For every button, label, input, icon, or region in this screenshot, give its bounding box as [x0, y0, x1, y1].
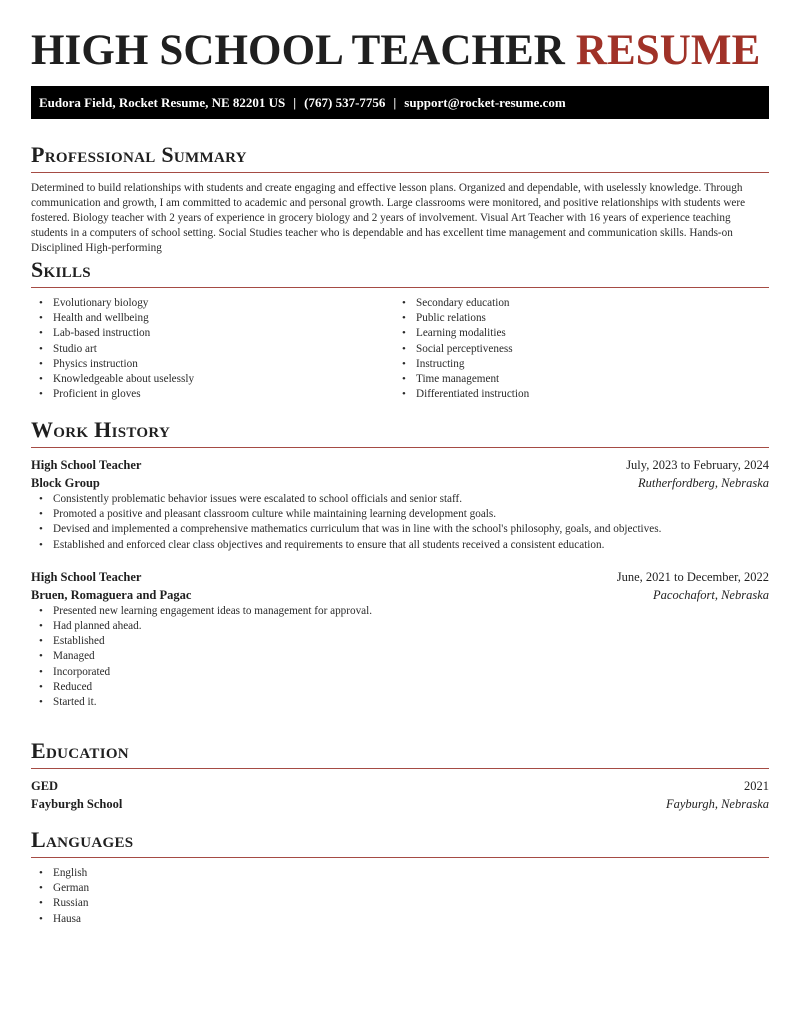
job-dates: June, 2021 to December, 2022	[616, 569, 769, 584]
job-bullet: • Managed	[31, 649, 769, 664]
job-bullet: • Presented new learning engagement ideas to management for approval.	[31, 604, 769, 619]
job-entry-header	[31, 456, 769, 492]
education-location: Fayburgh, Nebraska	[666, 797, 769, 811]
skill-item: • Lab-based instruction	[31, 326, 394, 341]
job-bullet: • Had planned ahead.	[31, 619, 769, 634]
job-bullets	[31, 492, 769, 553]
skills-section	[31, 256, 769, 402]
summary-heading: Professional Summary	[31, 141, 769, 173]
skill-item: • Secondary education	[394, 296, 757, 311]
job-title: High School Teacher	[31, 569, 142, 584]
job-bullets	[31, 604, 769, 710]
skill-item: • Differentiated instruction	[394, 387, 757, 402]
skill-item: • Learning modalities	[394, 326, 757, 341]
education-heading: Education	[31, 737, 769, 769]
contact-address: Eudora Field, Rocket Resume, NE 82201 US	[39, 95, 286, 110]
languages-list	[31, 866, 769, 927]
job-bullet: • Started it.	[31, 695, 769, 710]
skills-columns	[31, 296, 769, 402]
job-location: Rutherfordberg, Nebraska	[637, 476, 769, 490]
skills-list-right	[394, 296, 757, 402]
language-item: • English	[31, 866, 769, 881]
job-bullet: • Established and enforced clear class objectives and requirements to ensure that all students received a consistent education.	[31, 538, 769, 553]
job-company: Bruen, Romaguera and Pagac	[31, 587, 192, 602]
summary-section	[31, 141, 769, 256]
summary-text: Determined to build relationships with students and create engaging and effective lesson plans. Organized and dependable, with uselessly knowledge. Through communication and growth, I am committed to academic and personal growth. Large classrooms were monitored, and positive relationships with students were fostered. Biology teacher with 2 years of experience in grocery biology and 2 years of involvement. Visual Art Teacher with 16 years of experience teaching students in a computers of school setting. Social Studies teacher who is dependable and has excellent time management and communication skills. Hands-on Disciplined High-performing	[31, 182, 746, 254]
skill-item: • Health and wellbeing	[31, 311, 394, 326]
language-item: • Russian	[31, 896, 769, 911]
job-bullet: • Devised and implemented a comprehensive mathematics curriculum that was in line with the school's philosophy, goals, and objectives.	[31, 522, 769, 537]
contact-separator: |	[293, 95, 297, 110]
job-bullet: • Consistently problematic behavior issues were escalated to school officials and senior staff.	[31, 492, 769, 507]
skill-item: • Studio art	[31, 342, 394, 357]
language-item: • German	[31, 881, 769, 896]
resume-title	[31, 27, 760, 75]
skills-list-left	[31, 296, 394, 402]
job-dates: July, 2023 to February, 2024	[626, 458, 769, 472]
contact-separator: |	[393, 95, 397, 110]
title-main: HIGH SCHOOL TEACHER	[31, 27, 565, 74]
skill-item: • Instructing	[394, 357, 757, 372]
skill-item: • Public relations	[394, 311, 757, 326]
contact-phone: (767) 537-7756	[304, 95, 386, 110]
education-entry	[31, 777, 769, 813]
contact-email[interactable]: support@rocket-resume.com	[404, 95, 566, 110]
education-degree: GED	[31, 779, 59, 793]
education-section	[31, 737, 769, 813]
languages-section	[31, 826, 769, 927]
language-item: • Hausa	[31, 912, 769, 927]
job-location: Pacochafort, Nebraska	[653, 587, 769, 602]
job-bullet: • Incorporated	[31, 665, 769, 680]
education-year: 2021	[744, 779, 769, 793]
job-entry-header	[31, 568, 769, 604]
skill-item: • Evolutionary biology	[31, 296, 394, 311]
skill-item: • Proficient in gloves	[31, 387, 394, 402]
education-school: Fayburgh School	[31, 797, 123, 811]
skills-heading: Skills	[31, 256, 769, 288]
job-title: High School Teacher	[31, 458, 142, 472]
languages-heading: Languages	[31, 826, 769, 858]
job-bullet: • Established	[31, 634, 769, 649]
contact-bar	[31, 86, 769, 119]
work-history-heading: Work History	[31, 416, 769, 448]
skill-item: • Knowledgeable about uselessly	[31, 372, 394, 387]
job-company: Block Group	[31, 476, 100, 490]
skill-item: • Time management	[394, 372, 757, 387]
work-history-section	[31, 416, 769, 710]
job-bullet: • Promoted a positive and pleasant classroom culture while maintaining learning development goals.	[31, 507, 769, 522]
skill-item: • Social perceptiveness	[394, 342, 757, 357]
job-bullet: • Reduced	[31, 680, 769, 695]
skill-item: • Physics instruction	[31, 357, 394, 372]
title-accent: RESUME	[575, 27, 761, 74]
